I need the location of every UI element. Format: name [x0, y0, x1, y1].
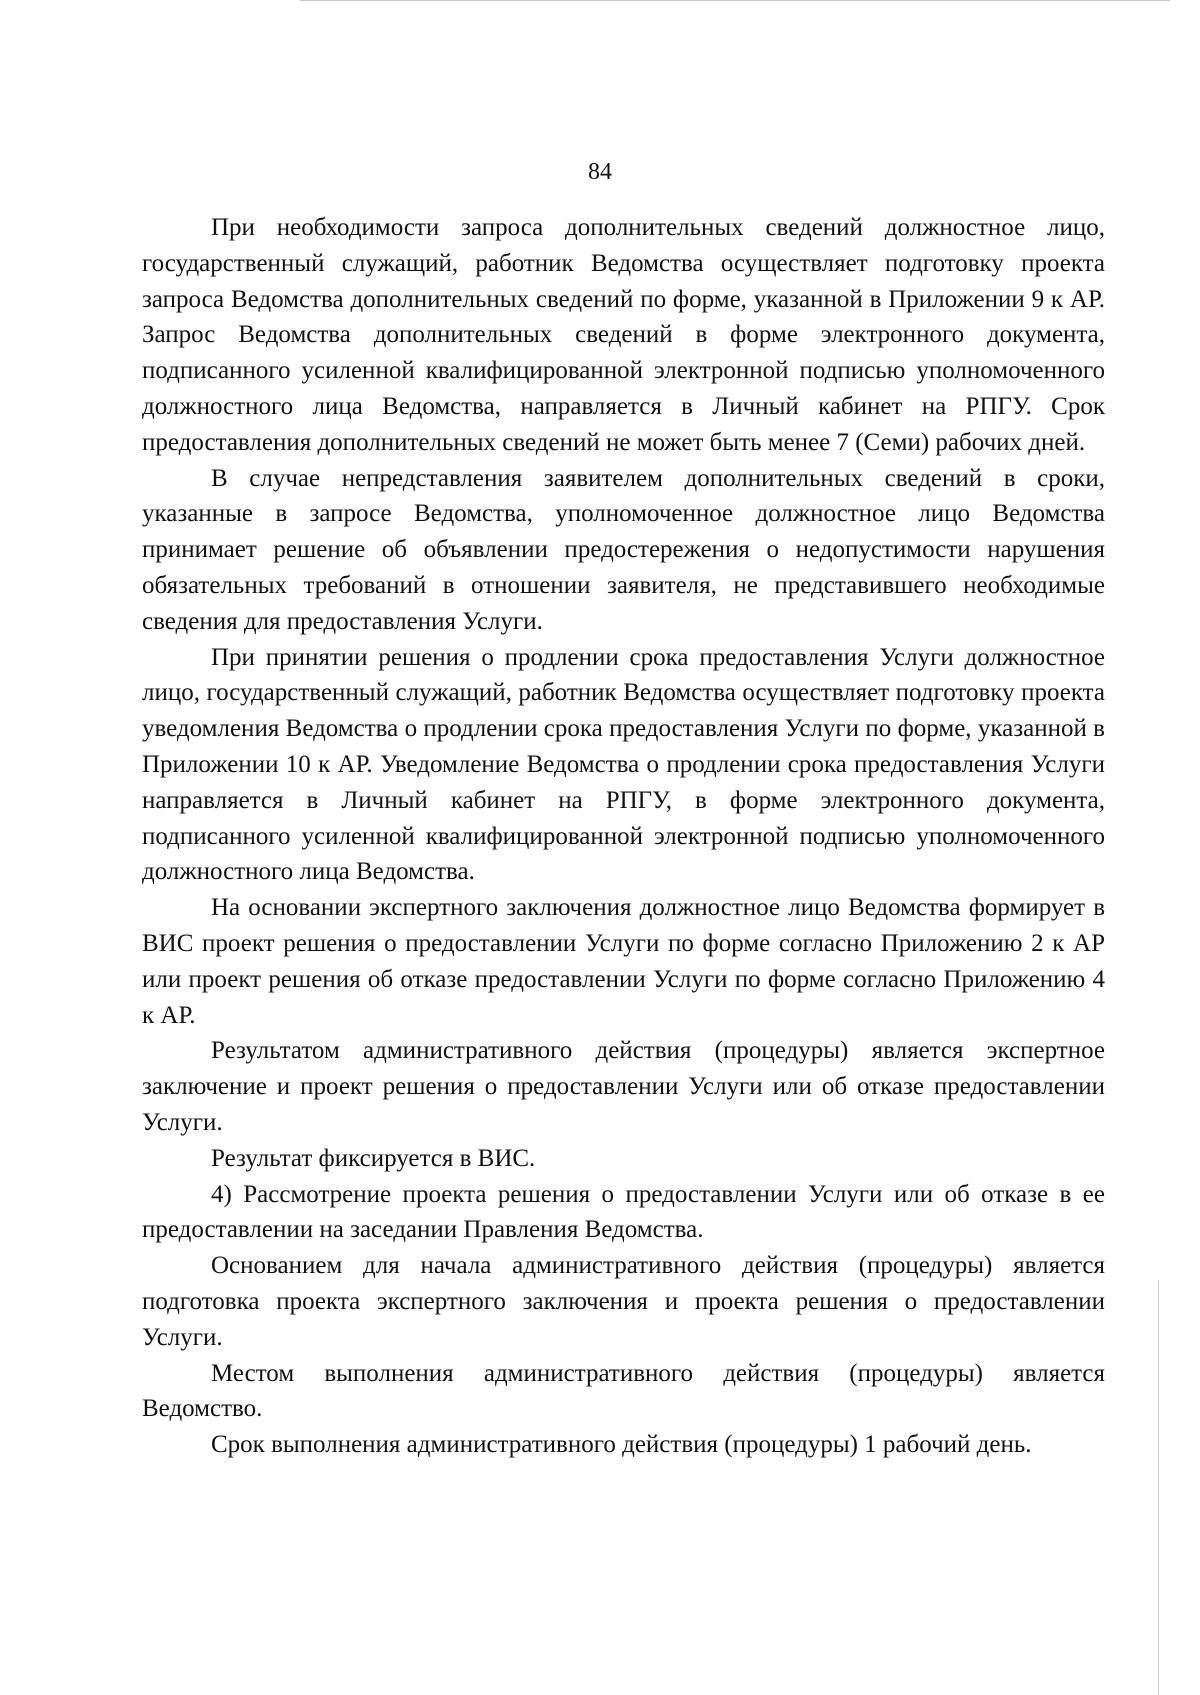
paragraph-non-submission: В случае непредставления заявителем дополнительных сведений в сроки, указанные в запросе Ведомства, уполномоченное должностное лицо Ведомства принимает решение об объявлении предостережения о недопустимости нарушения обязательных требований в отношении заявителя, не представившего необходимые сведения для предоставления Услуги. — [142, 464, 1105, 635]
scan-edge-line — [300, 0, 1170, 1]
paragraph-result-recorded: Результат фиксируется в ВИС. — [211, 1144, 536, 1172]
scan-edge-line — [1158, 1280, 1159, 1695]
paragraph-action-place: Местом выполнения административного действия (процедуры) является Ведомство. — [142, 1359, 1105, 1423]
paragraph-step-4-heading: 4) Рассмотрение проекта решения о предоставлении Услуги или об отказе в ее предоставлении на заседании Правления Ведомства. — [142, 1180, 1105, 1244]
paragraph-action-basis: Основанием для начала административного действия (процедуры) является подготовка проекта экспертного заключения и проекта решения о предоставлении Услуги. — [142, 1252, 1105, 1351]
paragraph-additional-info-request: При необходимости запроса дополнительных сведений должностное лицо, государственный служащий, работник Ведомства осуществляет подготовку проекта запроса Ведомства дополнительных сведений по форме, указанной в Приложении 9 к АР. Запрос Ведомства дополнительных сведений в форме электронного документа, подписанного усиленной квалифицированной электронной подписью уполномоченного должностного лица Ведомства, направляется в Личный кабинет на РПГУ. Срок предоставления дополнительных сведений не может быть менее 7 (Семи) рабочих дней. — [142, 214, 1105, 456]
paragraph-action-term: Срок выполнения административного действия (процедуры) 1 рабочий день. — [211, 1431, 1032, 1459]
page-number: 84 — [588, 159, 612, 185]
document-body — [142, 210, 1105, 1463]
paragraph-term-extension: При принятии решения о продлении срока предоставления Услуги должностное лицо, государственный служащий, работник Ведомства осуществляет подготовку проекта уведомления Ведомства о продлении срока предоставления Услуги по форме, указанной в Приложении 10 к АР. Уведомление Ведомства о продлении срока предоставления Услуги направляется в Личный кабинет на РПГУ, в форме электронного документа, подписанного усиленной квалифицированной электронной подписью уполномоченного должностного лица Ведомства. — [142, 643, 1105, 886]
paragraph-draft-decision: На основании экспертного заключения должностное лицо Ведомства формирует в ВИС проект решения о предоставлении Услуги по форме согласно Приложению 2 к АР или проект решения об отказе предоставлении Услуги по форме согласно Приложению 4 к АР. — [142, 894, 1105, 1029]
paragraph-action-result: Результатом административного действия (процедуры) является экспертное заключение и проект решения о предоставлении Услуги или об отказе предоставлении Услуги. — [142, 1037, 1105, 1136]
